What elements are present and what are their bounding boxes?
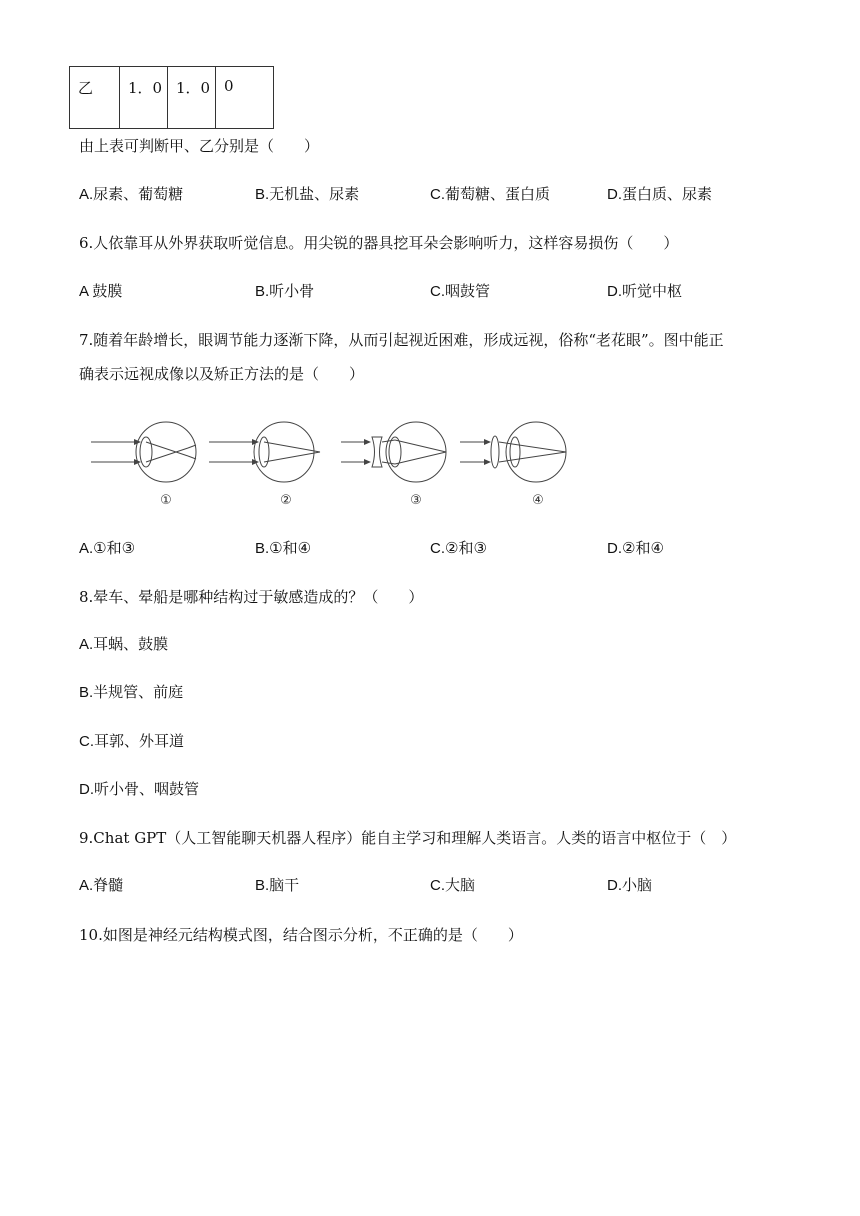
table-row-label: 乙 (70, 67, 120, 129)
eye-diagram-4 (460, 422, 566, 482)
question-7-stem-line2: 确表示远视成像以及矫正方法的是（ ） (79, 365, 365, 383)
question-5-option-d: D.蛋白质、尿素 (607, 186, 713, 203)
question-5-stem: 由上表可判断甲、乙分别是（ ） (79, 137, 320, 155)
table-cell: 1．0 (120, 67, 168, 129)
question-7-stem-line1: 7.随着年龄增长，眼调节能力逐渐下降，从而引起视近困难，形成远视，俗称“老花眼”。图中能正 (79, 331, 724, 349)
question-6-stem: 6.人依靠耳从外界获取听觉信息。用尖锐的器具挖耳朵会影响听力，这样容易损伤（ ） (79, 234, 679, 252)
figure-label-4: ④ (532, 493, 544, 508)
figure-label-2: ② (280, 493, 292, 508)
question-5-option-a: A.尿素、葡萄糖 (79, 186, 184, 203)
eye-diagrams-figure (88, 418, 578, 510)
question-7-option-b: B.①和④ (255, 540, 312, 557)
figure-label-1: ① (160, 493, 172, 508)
question-7-option-a: A.①和③ (79, 540, 136, 557)
question-7-option-d: D.②和④ (607, 540, 664, 557)
question-9-option-b: B.脑干 (255, 877, 300, 894)
question-8-option-a: A.耳蜗、鼓膜 (79, 636, 169, 653)
question-9-stem: 9.Chat GPT（人工智能聊天机器人程序）能自主学习和理解人类语言。人类的语言中枢位于（ ） (79, 829, 737, 847)
question-8-stem: 8.晕车、晕船是哪种结构过于敏感造成的？（ ） (79, 588, 424, 606)
question-9-option-a: A.脊髓 (79, 877, 124, 894)
figure-label-3: ③ (410, 493, 422, 508)
question-9-option-c: C.大脑 (430, 877, 476, 894)
question-9-option-d: D.小脑 (607, 877, 653, 894)
data-table-fragment (69, 66, 274, 129)
question-6-option-a: A 鼓膜 (79, 283, 123, 300)
question-8-option-d: D.听小骨、咽鼓管 (79, 781, 200, 798)
question-6-option-c: C.咽鼓管 (430, 283, 491, 300)
question-6-option-b: B.听小骨 (255, 283, 315, 300)
question-7-option-c: C.②和③ (430, 540, 487, 557)
eye-diagram-2 (209, 422, 320, 482)
eye-diagram-3 (341, 422, 446, 482)
question-10-stem: 10.如图是神经元结构模式图，结合图示分析，不正确的是（ ） (79, 926, 523, 944)
question-6-option-d: D.听觉中枢 (607, 283, 683, 300)
table-row (70, 67, 274, 129)
table-cell: 1．0 (168, 67, 216, 129)
eye-diagram-1 (91, 422, 196, 482)
question-8-option-c: C.耳郭、外耳道 (79, 733, 185, 750)
question-5-option-b: B.无机盐、尿素 (255, 186, 360, 203)
table-cell: 0 (216, 67, 274, 129)
question-8-option-b: B.半规管、前庭 (79, 684, 184, 701)
question-5-option-c: C.葡萄糖、蛋白质 (430, 186, 551, 203)
